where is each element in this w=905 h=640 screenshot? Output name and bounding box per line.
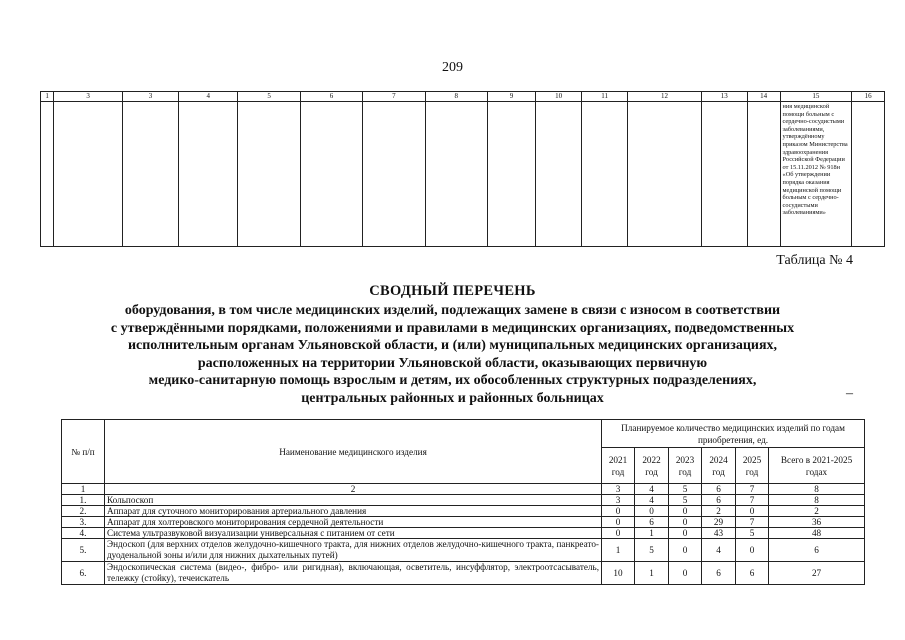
legal-reference-note: ния медицинской помощи больным с сердечно-сосудистыми заболеваниями, утверждённому приказом Министерства здравоохранения Российской Федерации от 15.11.2012 № 918н «Об утверждении порядка оказания медицинской помощи больным с сердечно-сосудистыми заболеваниями» xyxy=(780,102,852,247)
row-value: 4 xyxy=(702,539,736,562)
subtitle-line: с утверждёнными порядками, положениями и правилами в медицинских организациях, подведомственных xyxy=(110,320,795,336)
col-number: 6 xyxy=(300,92,362,102)
row-num: 3. xyxy=(62,517,105,528)
row-name: Аппарат для холтеровского мониторирования сердечной деятельности xyxy=(105,517,602,528)
dash-mark: – xyxy=(846,386,853,401)
column-number-row xyxy=(62,484,865,495)
row-num: 5. xyxy=(62,539,105,562)
row-value: 6 xyxy=(702,495,736,506)
row-num: 2. xyxy=(62,506,105,517)
row-value: 7 xyxy=(736,495,769,506)
col-number: 14 xyxy=(747,92,780,102)
empty-cell xyxy=(54,102,123,247)
col-number: 15 xyxy=(780,92,852,102)
row-name: Эндоскоп (для верхних отделов желудочно-кишечного тракта, для нижних отделов желудочно-кишечного тракта, панкреато-дуоденальной зоны и/или для нижних дыхательных путей) xyxy=(105,539,602,562)
col-number: 7 xyxy=(736,484,769,495)
empty-cell xyxy=(628,102,702,247)
col-number: 2 xyxy=(105,484,602,495)
continuation-table xyxy=(40,91,885,247)
continuation-table-header xyxy=(41,92,885,102)
row-total: 6 xyxy=(769,539,865,562)
row-value: 0 xyxy=(602,528,635,539)
subtitle-line: исполнительным органам Ульяновской области, и (или) муниципальных медицинских организациях, xyxy=(127,338,778,353)
col-number: 3 xyxy=(122,92,178,102)
col-number: 8 xyxy=(769,484,865,495)
header-year: 2021 год xyxy=(602,448,635,484)
row-value: 2 xyxy=(702,506,736,517)
document-subtitle xyxy=(60,302,845,407)
header-year: 2023 год xyxy=(669,448,702,484)
row-value: 1 xyxy=(635,562,669,585)
row-value: 29 xyxy=(702,517,736,528)
empty-cell xyxy=(41,102,54,247)
row-total: 36 xyxy=(769,517,865,528)
col-number: 10 xyxy=(536,92,582,102)
col-number: 9 xyxy=(487,92,535,102)
row-value: 0 xyxy=(669,562,702,585)
continuation-table-row xyxy=(41,102,885,247)
table-row xyxy=(62,517,865,528)
table-label: Таблица № 4 xyxy=(776,253,853,268)
empty-cell xyxy=(425,102,487,247)
header-num: № п/п xyxy=(62,420,105,484)
empty-cell xyxy=(701,102,747,247)
row-value: 0 xyxy=(669,528,702,539)
col-number: 11 xyxy=(582,92,628,102)
row-value: 6 xyxy=(635,517,669,528)
subtitle-line: расположенных на территории Ульяновской области, оказывающих первичную xyxy=(197,355,708,371)
row-num: 6. xyxy=(62,562,105,585)
empty-cell xyxy=(487,102,535,247)
empty-cell xyxy=(238,102,300,247)
table-row xyxy=(62,495,865,506)
row-value: 0 xyxy=(669,506,702,517)
table-row xyxy=(62,506,865,517)
col-number: 13 xyxy=(701,92,747,102)
row-total: 48 xyxy=(769,528,865,539)
col-number: 3 xyxy=(602,484,635,495)
row-name: Система ультразвуковой визуализации универсальная с питанием от сети xyxy=(105,528,602,539)
header-year: 2022 год xyxy=(635,448,669,484)
table-row xyxy=(62,528,865,539)
row-value: 10 xyxy=(602,562,635,585)
empty-cell xyxy=(747,102,780,247)
row-total: 2 xyxy=(769,506,865,517)
header-total: Всего в 2021-2025 годах xyxy=(769,448,865,484)
row-value: 0 xyxy=(736,506,769,517)
row-value: 7 xyxy=(736,517,769,528)
document-title: СВОДНЫЙ ПЕРЕЧЕНЬ xyxy=(369,283,536,299)
col-number: 3 xyxy=(54,92,123,102)
row-value: 3 xyxy=(602,495,635,506)
row-value: 0 xyxy=(669,539,702,562)
header-planned: Планируемое количество медицинских изделий по годам приобретения, ед. xyxy=(602,420,865,448)
table-row xyxy=(62,539,865,562)
col-number: 4 xyxy=(635,484,669,495)
empty-cell xyxy=(122,102,178,247)
empty-cell xyxy=(300,102,362,247)
col-number: 6 xyxy=(702,484,736,495)
col-number: 5 xyxy=(669,484,702,495)
equipment-table xyxy=(61,419,865,585)
page-number: 209 xyxy=(442,60,463,75)
row-value: 0 xyxy=(602,517,635,528)
col-number: 8 xyxy=(425,92,487,102)
row-value: 1 xyxy=(635,528,669,539)
empty-cell xyxy=(179,102,238,247)
row-total: 27 xyxy=(769,562,865,585)
row-value: 6 xyxy=(736,562,769,585)
header-year: 2024 год xyxy=(702,448,736,484)
row-value: 1 xyxy=(602,539,635,562)
col-number: 1 xyxy=(62,484,105,495)
row-name: Эндоскопическая система (видео-, фибро- или ригидная), включающая, осветитель, инсуффлятор, электроотсасыватель, тележку (стойку), течеискатель xyxy=(105,562,602,585)
col-number: 7 xyxy=(363,92,425,102)
header-year: 2025 год xyxy=(736,448,769,484)
row-value: 0 xyxy=(669,517,702,528)
row-num: 1. xyxy=(62,495,105,506)
row-value: 0 xyxy=(635,506,669,517)
empty-cell xyxy=(582,102,628,247)
row-value: 43 xyxy=(702,528,736,539)
subtitle-line: медико-санитарную помощь взрослым и детям, их обособленных структурных подразделениях, xyxy=(148,373,757,388)
row-total: 8 xyxy=(769,495,865,506)
col-number: 16 xyxy=(852,92,885,102)
row-value: 4 xyxy=(635,495,669,506)
row-value: 5 xyxy=(635,539,669,562)
header-name: Наименование медицинского изделия xyxy=(105,420,602,484)
row-name: Кольпоскоп xyxy=(105,495,602,506)
row-num: 4. xyxy=(62,528,105,539)
row-value: 0 xyxy=(736,539,769,562)
row-name: Аппарат для суточного мониторирования артериального давления xyxy=(105,506,602,517)
row-value: 6 xyxy=(702,562,736,585)
col-number: 5 xyxy=(238,92,300,102)
subtitle-line: центральных районных и районных больницах xyxy=(301,390,604,406)
empty-cell xyxy=(536,102,582,247)
empty-cell xyxy=(363,102,425,247)
subtitle-line: оборудования, в том числе медицинских изделий, подлежащих замене в связи с износом в соответствии xyxy=(124,303,781,318)
row-value: 5 xyxy=(736,528,769,539)
col-number: 12 xyxy=(628,92,702,102)
col-number: 1 xyxy=(41,92,54,102)
header-row xyxy=(62,420,865,448)
col-number: 4 xyxy=(179,92,238,102)
empty-cell xyxy=(852,102,885,247)
row-value: 0 xyxy=(602,506,635,517)
table-row xyxy=(62,562,865,585)
row-value: 5 xyxy=(669,495,702,506)
